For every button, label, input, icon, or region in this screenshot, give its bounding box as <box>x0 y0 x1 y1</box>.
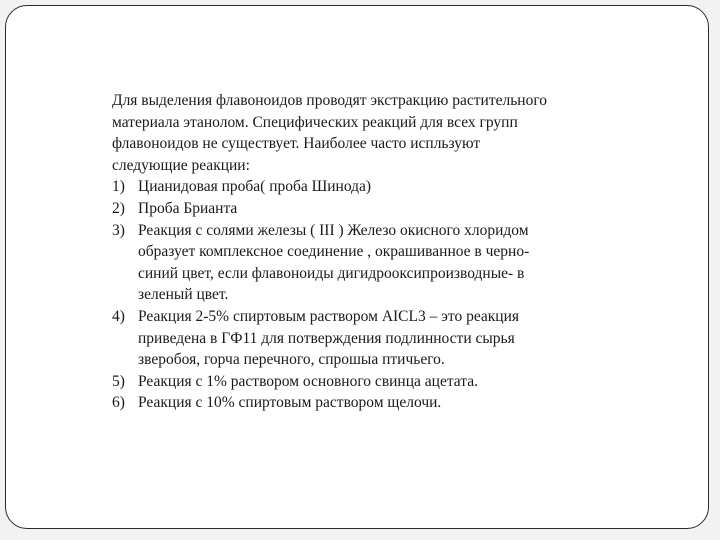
slide-content <box>106 90 646 414</box>
list-item <box>106 306 646 371</box>
list-item-number: 5) <box>112 372 125 390</box>
list-item-text: Реакция с солями железы ( III ) Железо окисного хлоридом <box>138 221 529 239</box>
reactions-list <box>106 176 646 414</box>
intro-paragraph <box>106 90 646 176</box>
list-item-text: синий цвет, если флавоноиды дигидрооксипроизводные- в <box>138 264 525 282</box>
list-item-text: зеленый цвет. <box>138 286 229 304</box>
list-item-number: 2) <box>112 199 125 217</box>
list-item-number: 3) <box>112 221 125 239</box>
list-item-text: зверобоя, горча перечного, спрошыа птичьего. <box>138 351 445 369</box>
list-item-text: Реакция 2-5% спиртовым раствором AICL3 – это реакция <box>138 307 520 325</box>
intro-line: Для выделения флавоноидов проводят экстракцию растительного <box>112 92 548 109</box>
slide-card <box>5 5 709 529</box>
list-item-text: Реакция с 1% раствором основного свинца ацетата. <box>138 372 478 390</box>
list-item-text: приведена в ГФ11 для потверждения подлинности сырья <box>138 329 515 347</box>
list-item-text: Цианидовая проба( проба Шинода) <box>138 178 372 196</box>
list-item <box>106 198 646 220</box>
intro-line: материала этанолом. Специфических реакций для всех групп <box>112 113 518 131</box>
intro-line: флавоноидов не существует. Наиболее часто испльзуют <box>112 135 481 153</box>
list-item-text: образует комплексное соединение , окрашиванное в черно- <box>138 243 530 261</box>
list-item <box>106 176 646 198</box>
list-item-text: Реакция с 10% спиртовым раствором щелочи. <box>138 394 442 412</box>
list-item <box>106 392 646 414</box>
list-item-text: Проба Брианта <box>138 199 238 217</box>
list-item-number: 6) <box>112 394 125 412</box>
intro-line: следующие реакции: <box>112 156 250 174</box>
list-item <box>106 220 646 306</box>
list-item-number: 4) <box>112 307 125 325</box>
list-item <box>106 371 646 393</box>
list-item-number: 1) <box>112 178 125 196</box>
